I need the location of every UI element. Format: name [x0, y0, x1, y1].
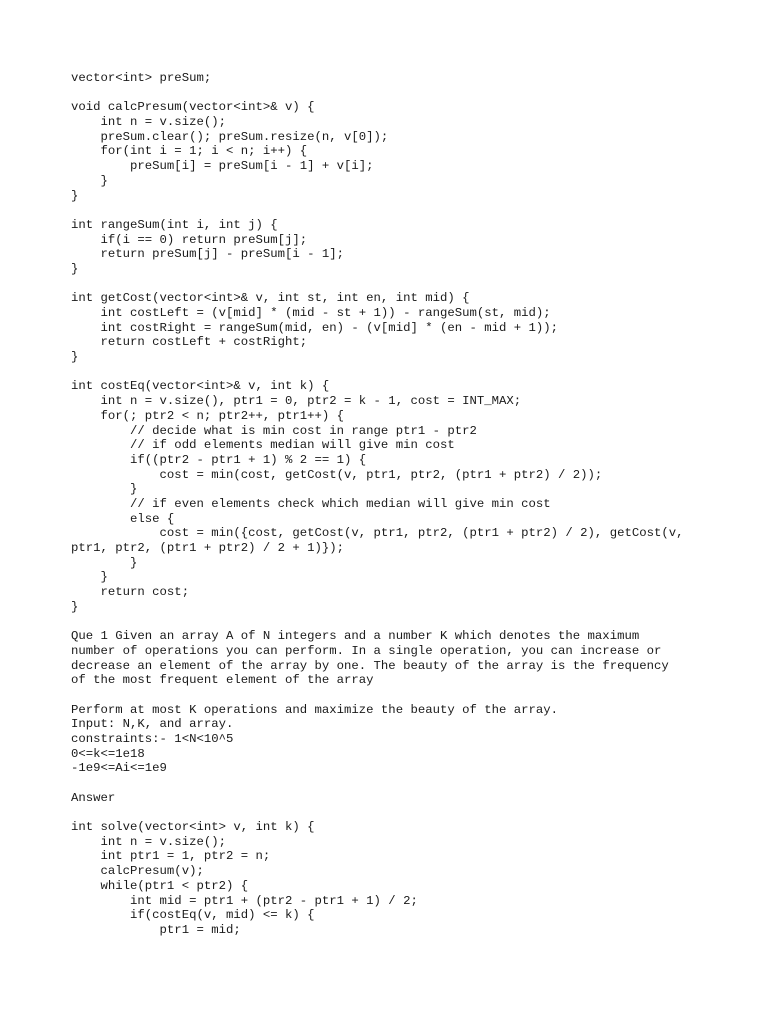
text-line: }	[71, 188, 79, 203]
text-line: int rangeSum(int i, int j) {	[71, 217, 278, 232]
text-line: if((ptr2 - ptr1 + 1) % 2 == 1) {	[71, 452, 367, 467]
text-line: return costLeft + costRight;	[71, 335, 308, 350]
text-line: for(; ptr2 < n; ptr2++, ptr1++) {	[71, 408, 345, 423]
text-line: of the most frequent element of the array	[71, 673, 374, 688]
text-line: int n = v.size();	[71, 834, 226, 849]
text-line: while(ptr1 < ptr2) {	[71, 878, 249, 893]
text-line: constraints:- 1<N<10^5	[71, 731, 234, 746]
text-line	[71, 86, 721, 101]
text-line	[71, 365, 721, 380]
text-line: int getCost(vector<int>& v, int st, int en, int mid) {	[71, 291, 470, 306]
text-line: preSum[i] = preSum[i - 1] + v[i];	[71, 159, 374, 174]
document-body	[71, 71, 721, 938]
text-line	[71, 688, 721, 703]
text-line: int ptr1 = 1, ptr2 = n;	[71, 849, 271, 864]
text-line: calcPresum(v);	[71, 864, 204, 879]
text-line: int n = v.size();	[71, 115, 226, 130]
text-line: }	[71, 599, 79, 614]
text-line: number of operations you can perform. In a single operation, you can increase or	[71, 643, 662, 658]
text-line: int n = v.size(), ptr1 = 0, ptr2 = k - 1, cost = INT_MAX;	[71, 394, 522, 409]
text-line: -1e9<=Ai<=1e9	[71, 761, 167, 776]
text-line: // if odd elements median will give min cost	[71, 438, 455, 453]
text-line: ptr1 = mid;	[71, 922, 241, 937]
text-line: }	[71, 173, 108, 188]
text-line: return cost;	[71, 585, 190, 600]
text-line	[71, 776, 721, 791]
text-line: int mid = ptr1 + (ptr2 - ptr1 + 1) / 2;	[71, 893, 418, 908]
text-line: cost = min(cost, getCost(v, ptr1, ptr2, (ptr1 + ptr2) / 2));	[71, 467, 603, 482]
text-line: if(costEq(v, mid) <= k) {	[71, 908, 315, 923]
text-line	[71, 203, 721, 218]
text-line: else {	[71, 511, 175, 526]
text-line: if(i == 0) return preSum[j];	[71, 232, 308, 247]
text-line: int costLeft = (v[mid] * (mid - st + 1)) - rangeSum(st, mid);	[71, 306, 551, 320]
text-line: ptr1, ptr2, (ptr1 + ptr2) / 2 + 1)});	[71, 541, 345, 555]
text-line: vector<int> preSum;	[71, 71, 212, 85]
text-line: void calcPresum(vector<int>& v) {	[71, 100, 315, 115]
text-line: preSum.clear(); preSum.resize(n, v[0]);	[71, 129, 389, 144]
text-line: }	[71, 350, 79, 365]
text-line: // if even elements check which median will give min cost	[71, 496, 551, 511]
text-line: cost = min({cost, getCost(v, ptr1, ptr2, (ptr1 + ptr2) / 2), getCost(v,	[71, 526, 684, 541]
text-line: Answer	[71, 790, 116, 805]
text-line: }	[71, 570, 108, 585]
text-line: int costEq(vector<int>& v, int k) {	[71, 379, 330, 394]
text-line: 0<=k<=1e18	[71, 746, 145, 761]
text-line: }	[71, 555, 138, 570]
text-line: Que 1 Given an array A of N integers and a number K which denotes the maximum	[71, 629, 640, 644]
text-line: Input: N,K, and array.	[71, 717, 234, 732]
text-line: int solve(vector<int> v, int k) {	[71, 820, 315, 835]
text-line: Perform at most K operations and maximize the beauty of the array.	[71, 702, 559, 717]
text-line: // decide what is min cost in range ptr1 - ptr2	[71, 423, 477, 438]
text-line: }	[71, 261, 79, 276]
text-line	[71, 277, 721, 292]
text-line: return preSum[j] - preSum[i - 1];	[71, 247, 345, 262]
text-line: decrease an element of the array by one. The beauty of the array is the frequency	[71, 658, 669, 673]
text-line: for(int i = 1; i < n; i++) {	[71, 144, 308, 159]
text-line: int costRight = rangeSum(mid, en) - (v[mid] * (en - mid + 1));	[71, 320, 559, 335]
text-line	[71, 614, 721, 629]
text-line: }	[71, 482, 138, 497]
text-line	[71, 805, 721, 820]
